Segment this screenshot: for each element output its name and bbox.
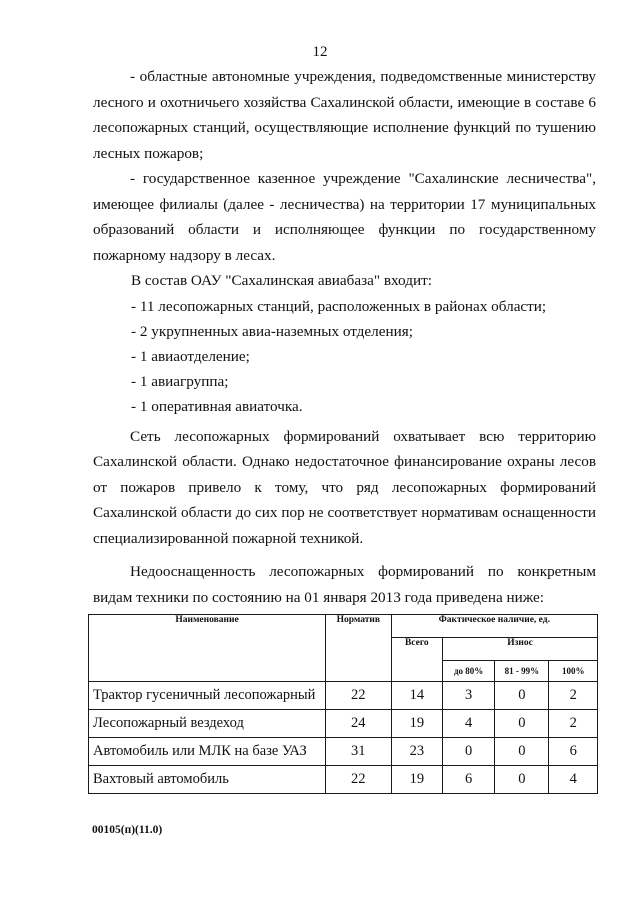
cell-total: 23 — [391, 738, 442, 766]
header-wear: Износ — [443, 638, 598, 661]
cell-wear-upto80: 3 — [443, 682, 495, 710]
cell-wear-upto80: 4 — [443, 710, 495, 738]
table-row — [89, 738, 598, 766]
cell-wear-81-99: 0 — [495, 710, 549, 738]
header-name: Наименование — [89, 615, 326, 682]
cell-wear-81-99: 0 — [495, 682, 549, 710]
list-item: - 1 оперативная авиаточка. — [131, 398, 303, 416]
cell-wear-100: 6 — [549, 738, 598, 766]
cell-name: Автомобиль или МЛК на базе УАЗ — [89, 738, 326, 766]
header-wear-100: 100% — [549, 661, 598, 682]
cell-wear-81-99: 0 — [495, 738, 549, 766]
list-item: - 2 укрупненных авиа-наземных отделения; — [131, 322, 413, 340]
header-actual: Фактическое наличие, ед. — [391, 615, 597, 638]
cell-name: Трактор гусеничный лесопожарный — [89, 682, 326, 710]
cell-wear-upto80: 6 — [443, 766, 495, 794]
cell-norm: 24 — [326, 710, 392, 738]
header-total: Всего — [391, 638, 442, 682]
header-norm: Норматив — [326, 615, 392, 682]
document-code: 00105(п)(11.0) — [92, 824, 163, 836]
cell-total: 14 — [391, 682, 442, 710]
header-wear-81-99: 81 - 99% — [495, 661, 549, 682]
cell-name: Вахтовый автомобиль — [89, 766, 326, 794]
paragraph-table-intro: Недооснащенность лесопожарных формирований по конкретным видам техники по состоянию на 01 января 2013 года приведена ниже: — [93, 563, 596, 606]
cell-wear-100: 4 — [549, 766, 598, 794]
equipment-table — [88, 614, 598, 794]
cell-norm: 22 — [326, 766, 392, 794]
table-row — [89, 710, 598, 738]
cell-norm: 31 — [326, 738, 392, 766]
cell-wear-81-99: 0 — [495, 766, 549, 794]
list-item: - 1 авиагруппа; — [131, 373, 229, 391]
header-wear-upto80: до 80% — [443, 661, 495, 682]
table-row — [89, 682, 598, 710]
cell-wear-100: 2 — [549, 682, 598, 710]
paragraph-network-coverage: Сеть лесопожарных формирований охватывает всю территорию Сахалинской области. Однако недостаточное финансирование охраны лесов от пожаров привело к тому, что ряд лесопожарных формирований Сахалинской области до сих пор не соответствует нормативам оснащенности специализированной пожарной техникой. — [93, 427, 596, 547]
cell-wear-100: 2 — [549, 710, 598, 738]
text-section-top — [93, 64, 596, 610]
page-number: 12 — [312, 44, 328, 60]
list-item: - 11 лесопожарных станций, расположенных в районах области; — [131, 297, 547, 315]
paragraph-forestry-institution: - государственное казенное учреждение "Сахалинские лесничества", имеющее филиалы (далее - лесничества) на территории 17 муниципальных образований области и исполняющее функции по государственному пожарному надзору в лесах. — [93, 170, 596, 264]
cell-norm: 22 — [326, 682, 392, 710]
composition-intro: В состав ОАУ "Сахалинская авиабаза" входит: — [131, 272, 432, 289]
cell-name: Лесопожарный вездеход — [89, 710, 326, 738]
list-item: - 1 авиаотделение; — [131, 347, 250, 365]
table-row — [89, 766, 598, 794]
cell-wear-upto80: 0 — [443, 738, 495, 766]
cell-total: 19 — [391, 710, 442, 738]
paragraph-regional-institutions: - областные автономные учреждения, подведомственные министерству лесного и охотничьего хозяйства Сахалинской области, имеющие в составе 6 лесопожарных станций, осуществляющие исполнение функций по тушению лесных пожаров; — [93, 68, 596, 162]
cell-total: 19 — [391, 766, 442, 794]
